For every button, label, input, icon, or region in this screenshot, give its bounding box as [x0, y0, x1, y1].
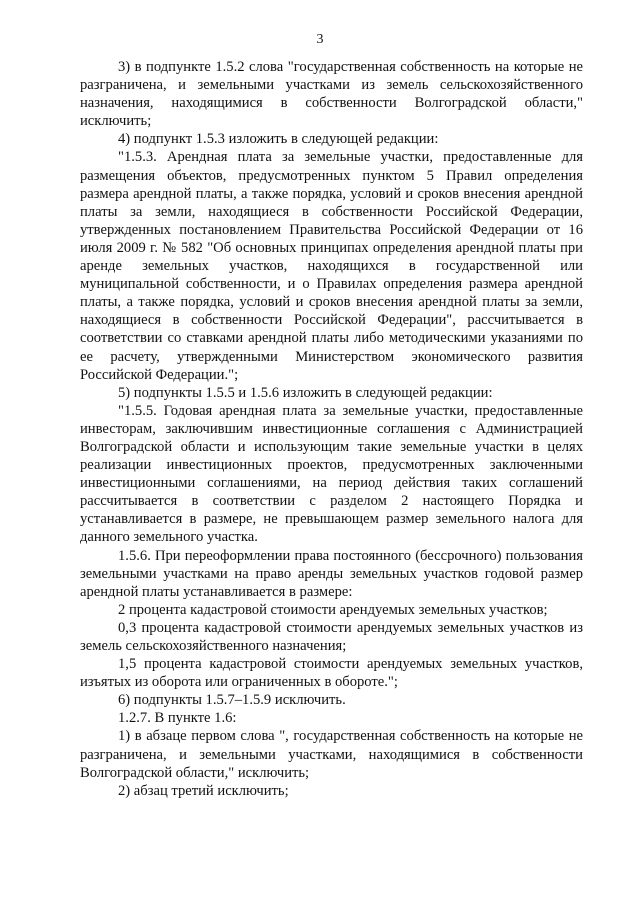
paragraph: 0,3 процента кадастровой стоимости арендуемых земельных участков из земель сельскохозяйственного назначения;	[80, 619, 583, 654]
paragraph: 2) абзац третий исключить;	[118, 782, 289, 799]
paragraph: 1.5.6. При переоформлении права постоянного (бессрочного) пользования земельными участками на право аренды земельных участков годовой размер арендной платы устанавливается в размере:	[80, 547, 583, 600]
paragraph: 1,5 процента кадастровой стоимости арендуемых земельных участков, изъятых из оборота или ограниченных в обороте.";	[80, 656, 583, 691]
paragraph: 1.2.7. В пункте 1.6:	[118, 710, 237, 727]
paragraph: "1.5.5. Годовая арендная плата за земельные участки, предоставленные инвесторам, заключившим инвестиционные соглашения с Администрацией Волгоградской области и использующим такие земельные участки в целях реализации инвестиционных проектов, предусмотренных заключенными инвестиционными соглашениями, на период действия таких соглашений рассчитывается в соответствии с разделом 2 настоящего Порядка и устанавливается в размере, не превышающем размер земельного налога для данного земельного участка.	[80, 402, 583, 546]
paragraph: "1.5.3. Арендная плата за земельные участки, предоставленные для размещения объектов, предусмотренных пунктом 5 Правил определения размера арендной платы, а также порядка, условий и сроков внесения арендной платы за земли, находящиеся в собственности Российской Федерации, утвержденных постановлением Правительства Российской Федерации от 16 июля 2009 г. № 582 "Об основных принципах определения арендной платы при аренде земельных участков, находящихся в государственной или муниципальной собственности, и о Правилах определения размера арендной платы, а также порядка, условий и сроков внесения арендной платы за земли, находящиеся в собственности Российской Федерации", рассчитывается в соответствии со ставками арендной платы либо методическими указаниями по ее расчету, утвержденными Министерством экономического развития Российской Федерации.";	[80, 149, 583, 383]
paragraph: 2 процента кадастровой стоимости арендуемых земельных участков;	[118, 601, 548, 618]
paragraph: 3) в подпункте 1.5.2 слова "государственная собственность на которые не разграничена, и земельными участками из земель сельскохозяйственного назначения, находящимися в собственности Волгоградской области," исключить;	[80, 59, 583, 130]
paragraph: 1) в абзаце первом слова ", государственная собственность на которые не разграничена, и земельными участками, находящимися в собственности Волгоградской области," исключить;	[80, 728, 583, 781]
paragraph: 6) подпункты 1.5.7–1.5.9 исключить.	[118, 692, 346, 709]
document-body	[80, 58, 583, 800]
page-number: 3	[316, 32, 324, 47]
paragraph: 4) подпункт 1.5.3 изложить в следующей редакции:	[118, 131, 439, 148]
paragraph: 5) подпункты 1.5.5 и 1.5.6 изложить в следующей редакции:	[118, 384, 493, 401]
